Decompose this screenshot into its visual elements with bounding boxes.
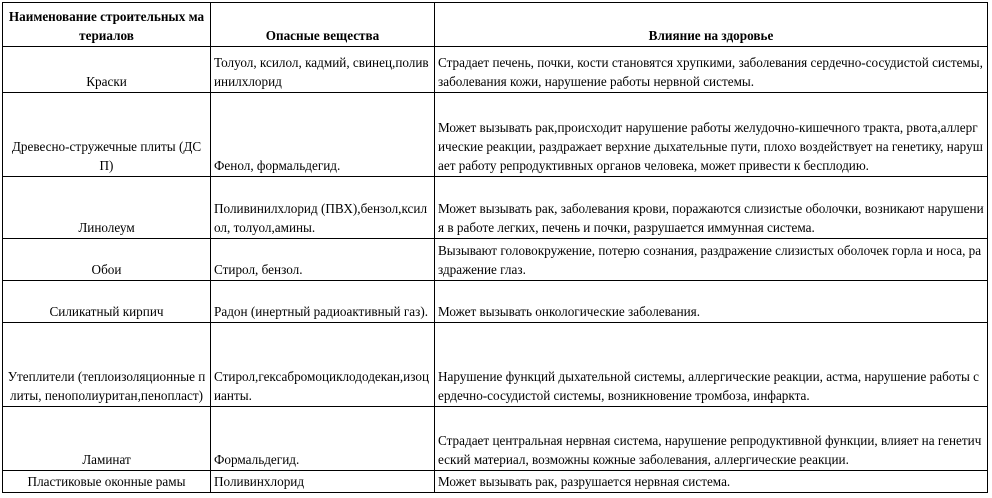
substances-cell: Поливинхлорид: [211, 471, 435, 493]
table-row: [3, 239, 988, 281]
health-cell: Страдает печень, почки, кости становятся хрупкими, заболевания сердечно-сосудистой системы, заболевания кожи, нарушение работы нервной системы.: [435, 47, 988, 93]
material-cell: Утеплители (теплоизоляционные плиты, пенополиуритан,пенопласт): [3, 323, 211, 407]
health-cell: Вызывают головокружение, потерю сознания, раздражение слизистых оболочек горла и носа, раздражение глаз.: [435, 239, 988, 281]
table-row: [3, 47, 988, 93]
table-row: [3, 93, 988, 177]
table-row: [3, 323, 988, 407]
health-cell: Может вызывать рак, заболевания крови, поражаются слизистые оболочки, возникают нарушения в работе легких, печень и почки, разрушается иммунная система.: [435, 177, 988, 239]
header-health: Влияние на здоровье: [435, 3, 988, 47]
material-cell: Линолеум: [3, 177, 211, 239]
health-cell: Может вызывать рак, разрушается нервная система.: [435, 471, 988, 493]
substances-cell: Поливинилхлорид (ПВХ),бензол,ксилол, толуол,амины.: [211, 177, 435, 239]
material-cell: Пластиковые оконные рамы: [3, 471, 211, 493]
table-row: [3, 281, 988, 323]
substances-cell: Радон (инертный радиоактивный газ).: [211, 281, 435, 323]
material-cell: Силикатный кирпич: [3, 281, 211, 323]
substances-cell: Формальдегид.: [211, 407, 435, 471]
header-row: [3, 3, 988, 47]
substances-cell: Стирол, бензол.: [211, 239, 435, 281]
materials-table: [2, 2, 988, 493]
material-cell: Краски: [3, 47, 211, 93]
material-cell: Древесно-стружечные плиты (ДСП): [3, 93, 211, 177]
material-cell: Обои: [3, 239, 211, 281]
substances-cell: Толуол, ксилол, кадмий, свинец,поливинилхлорид: [211, 47, 435, 93]
material-cell: Ламинат: [3, 407, 211, 471]
table-row: [3, 407, 988, 471]
table-row: [3, 471, 988, 493]
header-substances: Опасные вещества: [211, 3, 435, 47]
table-row: [3, 177, 988, 239]
health-cell: Может вызывать рак,происходит нарушение работы желудочно-кишечного тракта, рвота,аллергические реакции, раздражает верхние дыхательные пути, плохо воздействует на генетику, нарушает работу репродуктивных органов человека, может привести к бесплодию.: [435, 93, 988, 177]
header-material: Наименование строительных материалов: [3, 3, 211, 47]
health-cell: Может вызывать онкологические заболевания.: [435, 281, 988, 323]
health-cell: Страдает центральная нервная система, нарушение репродуктивной функции, влияет на генетический материал, возможны кожные заболевания, аллергические реакции.: [435, 407, 988, 471]
health-cell: Нарушение функций дыхательной системы, аллергические реакции, астма, нарушение работы сердечно-сосудистой системы, возникновение тромбоза, инфаркта.: [435, 323, 988, 407]
substances-cell: Фенол, формальдегид.: [211, 93, 435, 177]
substances-cell: Стирол,гексабромоциклододекан,изоцианты.: [211, 323, 435, 407]
